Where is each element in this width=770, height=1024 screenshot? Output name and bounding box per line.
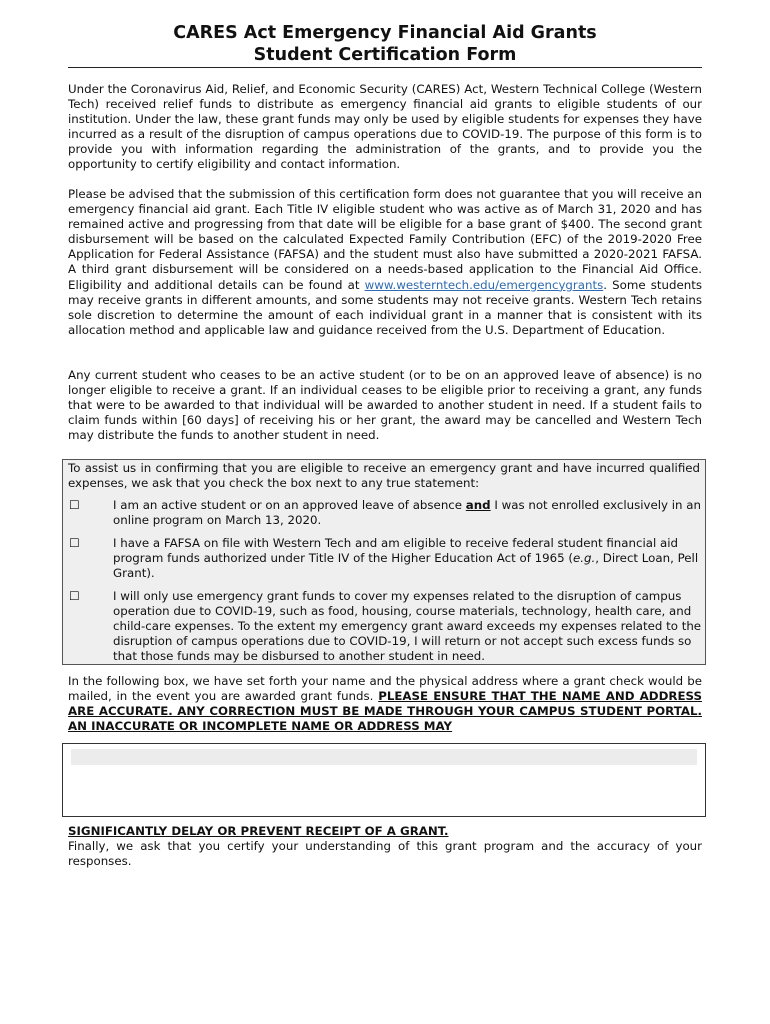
page-title (68, 22, 702, 66)
intro-paragraph-1: Under the Coronavirus Aid, Relief, and Economic Security (CARES) Act, Western Technical College (Western Tech) received relief funds to distribute as emergency financial aid grants to eligible students of our institution. Under the law, these grant funds may only be used by eligible students for expenses they have incurred as a result of the disruption of campus operations due to COVID-19. The purpose of this form is to provide you with information regarding the administration of the grants, and to provide you the opportunity to certify eligibility and contact information. (68, 82, 702, 172)
checkbox-expenses[interactable]: ☐ (69, 589, 80, 603)
address-instructions (68, 674, 702, 734)
title-divider (68, 67, 702, 68)
option2-italic: e.g. (572, 551, 596, 566)
intro-paragraph-3: Any current student who ceases to be an active student (or to be on an approved leave of absence) is no longer eligible to receive a grant. If an individual ceases to be eligible prior to receiving a grant, any funds that were to be awarded to that individual will be awarded to another student in need. If a student fails to claim funds within [60 days] of receiving his or her grant, the award may be cancelled and Western Tech may distribute the funds to another student in need. (68, 368, 702, 443)
title-line-2: Student Certification Form (253, 45, 517, 65)
option-active-student (113, 498, 703, 528)
name-address-field[interactable] (71, 749, 697, 765)
checkbox-fafsa[interactable]: ☐ (69, 536, 80, 550)
closing-paragraph: Finally, we ask that you certify your understanding of this grant program and the accuracy of your responses. (68, 839, 702, 869)
certification-box (62, 459, 706, 665)
option-fafsa (113, 536, 703, 581)
p2-text-after-link: . Some students may receive grants in different amounts, and some students may not receive grants. Western Tech retains sole discretion to determine the amount of each individual grant in a manner that is consistent with its allocation method and applicable law and guidance received from the U.S. Department of Education. (68, 277, 703, 337)
option2-text: I have a FAFSA on file with Western Tech and am eligible to receive federal student financial aid program funds authorized under Title IV of the Higher Education Act of 1965 ( (113, 536, 678, 566)
address-warning-continued: SIGNIFICANTLY DELAY OR PREVENT RECEIPT OF A GRANT. (68, 824, 449, 838)
option-expenses: I will only use emergency grant funds to cover my expenses related to the disruption of campus operation due to COVID-19, such as food, housing, course materials, technology, health care, and child-care expenses. To the extent my emergency grant award exceeds my expenses related to the disruption of campus operations due to COVID-19, I will return or not accept such excess funds so that those funds may be disbursed to another student in need. (113, 589, 702, 664)
p2-text-before-link: Please be advised that the submission of this certification form does not guarantee that you will receive an emergency financial aid grant. Each Title IV eligible student who was active as of March 31, 2020 and has remained active and progressing from that date will be eligible for a base grant of $400. The second grant disbursement will be based on the calculated Expected Family Contribution (EFC) of the 2019-2020 Free Application for Federal Assistance (FAFSA) and the student must also have submitted a 2020-2021 FAFSA. A third grant disbursement will be considered on a needs-based application to the Financial Aid Office. Eligibility and additional details can be found at (68, 187, 702, 292)
title-line-1: CARES Act Emergency Financial Aid Grants (173, 23, 597, 43)
intro-paragraph-2 (68, 187, 702, 338)
address-instructions-text: In the following box, we have set forth your name and the physical address where a grant check would be mailed, in the event you are awarded grant funds. (68, 674, 702, 704)
checkbox-active-student[interactable]: ☐ (69, 498, 80, 512)
certification-intro: To assist us in confirming that you are eligible to receive an emergency grant and have incurred qualified expenses, we ask that you check the box next to any true statement: (68, 461, 700, 491)
option1-text-end: I was not enrolled exclusively in an online program on March 13, 2020. (113, 498, 701, 528)
option1-emphasis: and (465, 498, 491, 512)
option2-text-end: , Direct Loan, Pell Grant). (113, 551, 699, 581)
address-warning: PLEASE ENSURE THAT THE NAME AND ADDRESS ARE ACCURATE. ANY CORRECTION MUST BE MADE THROUGH YOUR CAMPUS STUDENT PORTAL. AN INACCURATE OR INCOMPLETE NAME OR ADDRESS MAY (68, 689, 702, 734)
emergency-grants-link[interactable]: www.westerntech.edu/emergencygrants (364, 277, 604, 292)
option1-text: I am an active student or on an approved leave of absence (113, 498, 466, 512)
name-address-box (62, 743, 706, 817)
